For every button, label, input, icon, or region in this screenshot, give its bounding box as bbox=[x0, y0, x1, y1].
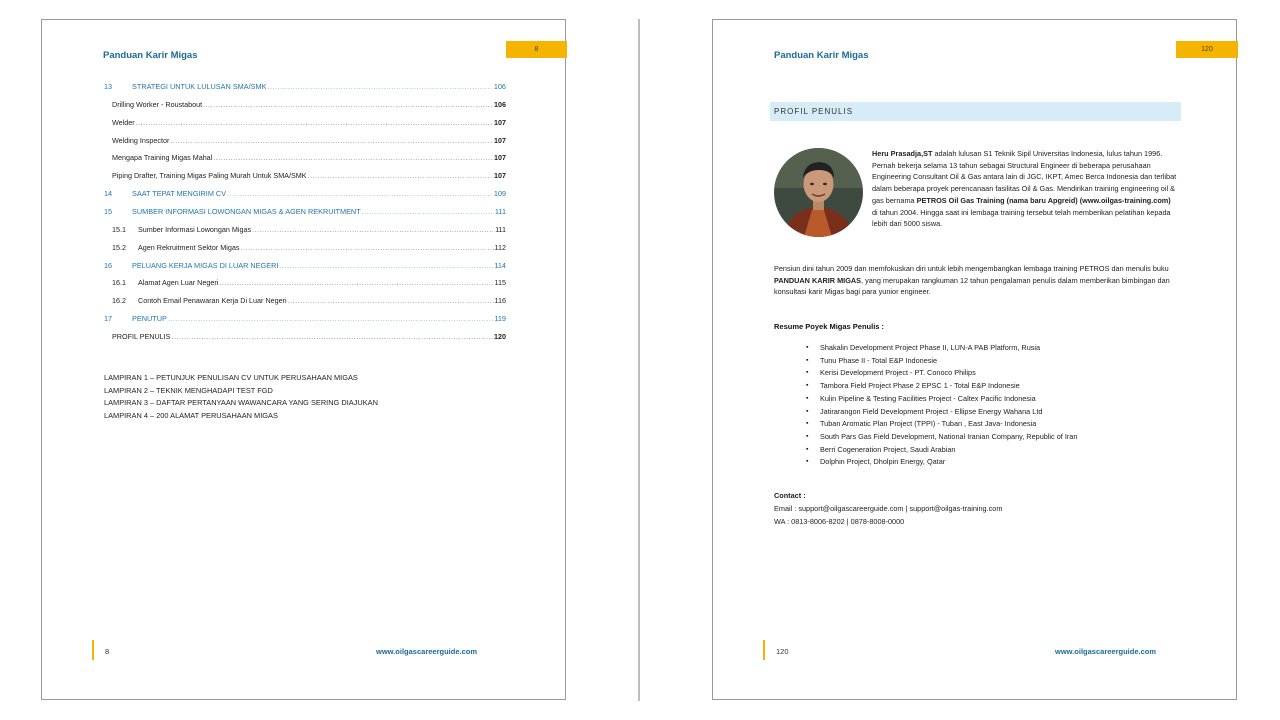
toc-page-number: 107 bbox=[494, 153, 506, 163]
toc-number: 16.2 bbox=[112, 296, 126, 306]
toc-leader-dots bbox=[213, 153, 493, 162]
toc-title: Mengapa Training Migas Mahal bbox=[112, 153, 213, 163]
toc-page-number: 107 bbox=[494, 135, 506, 145]
toc-leader-dots bbox=[227, 189, 493, 198]
toc-entry[interactable] bbox=[104, 207, 506, 219]
toc-entry[interactable] bbox=[112, 100, 506, 112]
toc-page-number: 107 bbox=[494, 171, 506, 181]
toc-entry[interactable] bbox=[112, 153, 506, 165]
toc-title: Welder bbox=[112, 117, 135, 127]
toc-leader-dots bbox=[252, 225, 494, 234]
toc-leader-dots bbox=[170, 136, 493, 145]
toc-leader-dots bbox=[136, 118, 493, 127]
toc-page-number: 111 bbox=[494, 206, 506, 216]
toc-number: 15.2 bbox=[112, 242, 126, 252]
paragraph-text-end: , yang merupakan rangkuman 12 tahun pengalaman penulis dalam memberikan bimbingan dan konsultasi karir Migas bagi para yunior engineer. bbox=[774, 275, 1170, 297]
toc-page-number: 116 bbox=[494, 296, 506, 306]
company-name: PETROS Oil Gas Training (nama baru Apgreid) (www.oilgas-training.com) bbox=[916, 195, 1171, 205]
project-item: ▪ Jatirarangon Field Development Project - Ellipse Energy Wahana Ltd bbox=[806, 406, 1186, 419]
author-photo bbox=[774, 148, 863, 237]
toc-page-number: 106 bbox=[493, 82, 506, 91]
resume-title: Resume Poyek Migas Penulis : bbox=[774, 322, 885, 331]
toc-entry[interactable] bbox=[112, 278, 506, 290]
appendix-item: LAMPIRAN 2 – TEKNIK MENGHADAPI TEST FGD bbox=[104, 385, 273, 395]
toc-number: 16 bbox=[104, 260, 113, 270]
footer-url[interactable]: www.oilgascareerguide.com bbox=[376, 647, 478, 656]
toc-number: 13 bbox=[104, 82, 113, 91]
footer-url[interactable]: www.oilgascareerguide.com bbox=[1055, 647, 1157, 656]
toc-number: 17 bbox=[104, 314, 113, 324]
project-item: ▪ South Pars Gas Field Development, National Iranian Company, Republic of Iran bbox=[806, 431, 1186, 444]
footer-accent-bar bbox=[763, 640, 765, 660]
toc-title: Drilling Worker - Roustabout bbox=[112, 99, 203, 109]
project-item: ▪ Tambora Field Project Phase 2 EPSC 1 - Total E&P Indonesie bbox=[806, 380, 1186, 393]
contact-block bbox=[774, 490, 1002, 528]
toc-page-number: 115 bbox=[494, 278, 506, 288]
page-number-tab: 120 bbox=[1176, 41, 1238, 58]
toc-title: SAAT TEPAT MENGIRIM CV bbox=[132, 189, 227, 199]
toc-entry[interactable] bbox=[104, 189, 506, 201]
toc-entry[interactable] bbox=[104, 82, 506, 94]
project-item: ▪ Dolphin Project, Dholpin Energy, Qatar bbox=[806, 456, 1186, 469]
toc-page-number: 119 bbox=[494, 314, 506, 324]
contact-email[interactable]: Email : support@oilgascareerguide.com | support@oilgas-training.com bbox=[774, 503, 1003, 513]
contact-label: Contact : bbox=[774, 491, 806, 500]
project-item: ▪ Tuban Aromatic Plan Project (TPPI) - Tuban , East Java- Indonesia bbox=[806, 418, 1186, 431]
toc-page-number: 109 bbox=[493, 189, 506, 199]
book-title: PANDUAN KARIR MIGAS bbox=[774, 275, 862, 285]
project-item: ▪ Kulin Pipeline & Testing Facilities Project - Caltex Pacific Indonesia bbox=[806, 393, 1186, 406]
author-name: Heru Prasadja,ST bbox=[872, 149, 933, 158]
toc-page-number: 111 bbox=[495, 224, 506, 234]
toc-leader-dots bbox=[288, 296, 494, 305]
toc-title: Piping Drafter, Training Migas Paling Murah Untuk SMA/SMK bbox=[112, 171, 307, 181]
toc-title: Sumber Informasi Lowongan Migas bbox=[138, 224, 252, 234]
toc-leader-dots bbox=[267, 82, 492, 91]
toc-title: SUMBER INFORMASI LOWONGAN MIGAS & AGEN REKRUITMENT bbox=[132, 206, 361, 216]
toc-entry[interactable] bbox=[112, 225, 506, 237]
toc-leader-dots bbox=[362, 207, 494, 216]
toc-entry[interactable] bbox=[112, 296, 506, 308]
footer-page-number: 8 bbox=[105, 647, 110, 656]
toc-page-number: 107 bbox=[494, 117, 506, 127]
toc-leader-dots bbox=[219, 278, 493, 287]
bio-text-end: di tahun 2004. Hingga saat ini lembaga training tersebut telah memberikan pelatihan kepada lebih dari 5000 siswa. bbox=[872, 207, 1171, 229]
toc-title: STRATEGI UNTUK LULUSAN SMA/SMK bbox=[132, 82, 267, 91]
project-list bbox=[806, 342, 1186, 469]
toc-entry[interactable] bbox=[112, 136, 506, 148]
project-item: ▪ Tunu Phase II - Total E&P Indonesie bbox=[806, 355, 1186, 368]
toc-title: Agen Rekruitment Sektor Migas bbox=[138, 242, 240, 252]
toc-page-number: 120 bbox=[494, 331, 506, 341]
toc-page-number: 106 bbox=[494, 99, 506, 109]
toc-entry[interactable] bbox=[112, 332, 506, 344]
toc-title: PENUTUP bbox=[132, 314, 167, 324]
toc-leader-dots bbox=[168, 314, 493, 323]
footer-page-number: 120 bbox=[776, 647, 789, 656]
toc-title: Welding Inspector bbox=[112, 135, 170, 145]
section-title: PROFIL PENULIS bbox=[770, 102, 1181, 121]
appendix-item: LAMPIRAN 3 – DAFTAR PERTANYAAN WAWANCARA YANG SERING DIAJUKAN bbox=[104, 398, 378, 407]
toc-title: Contoh Email Penawaran Kerja Di Luar Negeri bbox=[138, 296, 287, 306]
toc-number: 14 bbox=[104, 189, 113, 199]
appendix-item: LAMPIRAN 1 – PETUNJUK PENULISAN CV UNTUK PERUSAHAAN MIGAS bbox=[104, 373, 358, 382]
toc-leader-dots bbox=[279, 261, 493, 270]
bio-text: adalah lulusan S1 Teknik Sipil Universitas Indonesia, lulus tahun 1996. Pernah bekerja selama 13 tahun sebagai Structural Engineer di beberapa perusahaan Engineering Consultant Oil & Gas antara lain di JGC, IKPT, Amec Berca Indonesia dan terlibat dalam beberapa proyek perencanaan fasilitas Oil & Gas. Mendirikan training engineering oil & gas bernama bbox=[872, 149, 1177, 205]
project-item: ▪ Shakalin Development Project Phase II, LUN-A PAB Platform, Rusia bbox=[806, 342, 1186, 355]
header-title: Panduan Karir Migas bbox=[774, 50, 869, 61]
toc-entry[interactable] bbox=[104, 314, 506, 326]
paragraph-text: Pensiun dini tahun 2009 dan memfokuskan diri untuk lebih mengembangkan lembaga training PETROS dan menulis buku bbox=[774, 264, 1169, 273]
appendix-item: LAMPIRAN 4 – 200 ALAMAT PERUSAHAAN MIGAS bbox=[104, 410, 278, 420]
toc-leader-dots bbox=[203, 100, 493, 109]
toc-entry[interactable] bbox=[112, 243, 506, 255]
toc-leader-dots bbox=[308, 171, 493, 180]
toc-title: PELUANG KERJA MIGAS DI LUAR NEGERI bbox=[132, 260, 279, 270]
toc-title: Alamat Agen Luar Negeri bbox=[138, 278, 219, 288]
author-paragraph bbox=[774, 263, 1178, 298]
contact-whatsapp: WA : 0813-8006-8202 | 0878-8008-0000 bbox=[774, 516, 905, 526]
header-title: Panduan Karir Migas bbox=[103, 50, 198, 61]
toc-leader-dots bbox=[240, 243, 493, 252]
toc-entry[interactable] bbox=[112, 171, 506, 183]
toc-title: PROFIL PENULIS bbox=[112, 331, 171, 341]
toc-entry[interactable] bbox=[112, 118, 506, 130]
page-divider bbox=[638, 19, 640, 701]
toc-number: 16.1 bbox=[112, 278, 126, 288]
toc-number: 15.1 bbox=[112, 224, 126, 234]
page-number-tab: 8 bbox=[506, 41, 567, 58]
document-page-right bbox=[712, 19, 1237, 700]
project-item: ▪ Berri Cogeneration Project, Saudi Arabian bbox=[806, 444, 1186, 457]
document-page-left bbox=[41, 19, 566, 700]
toc-number: 15 bbox=[104, 206, 113, 216]
appendix-list bbox=[104, 372, 378, 422]
toc-leader-dots bbox=[171, 332, 493, 341]
author-bio bbox=[872, 148, 1178, 230]
toc-page-number: 114 bbox=[494, 260, 506, 270]
project-item: ▪ Kerisi Development Project - PT. Conoco Philips bbox=[806, 367, 1186, 380]
toc-page-number: 112 bbox=[494, 242, 506, 252]
toc-entry[interactable] bbox=[104, 261, 506, 273]
footer-accent-bar bbox=[92, 640, 94, 660]
